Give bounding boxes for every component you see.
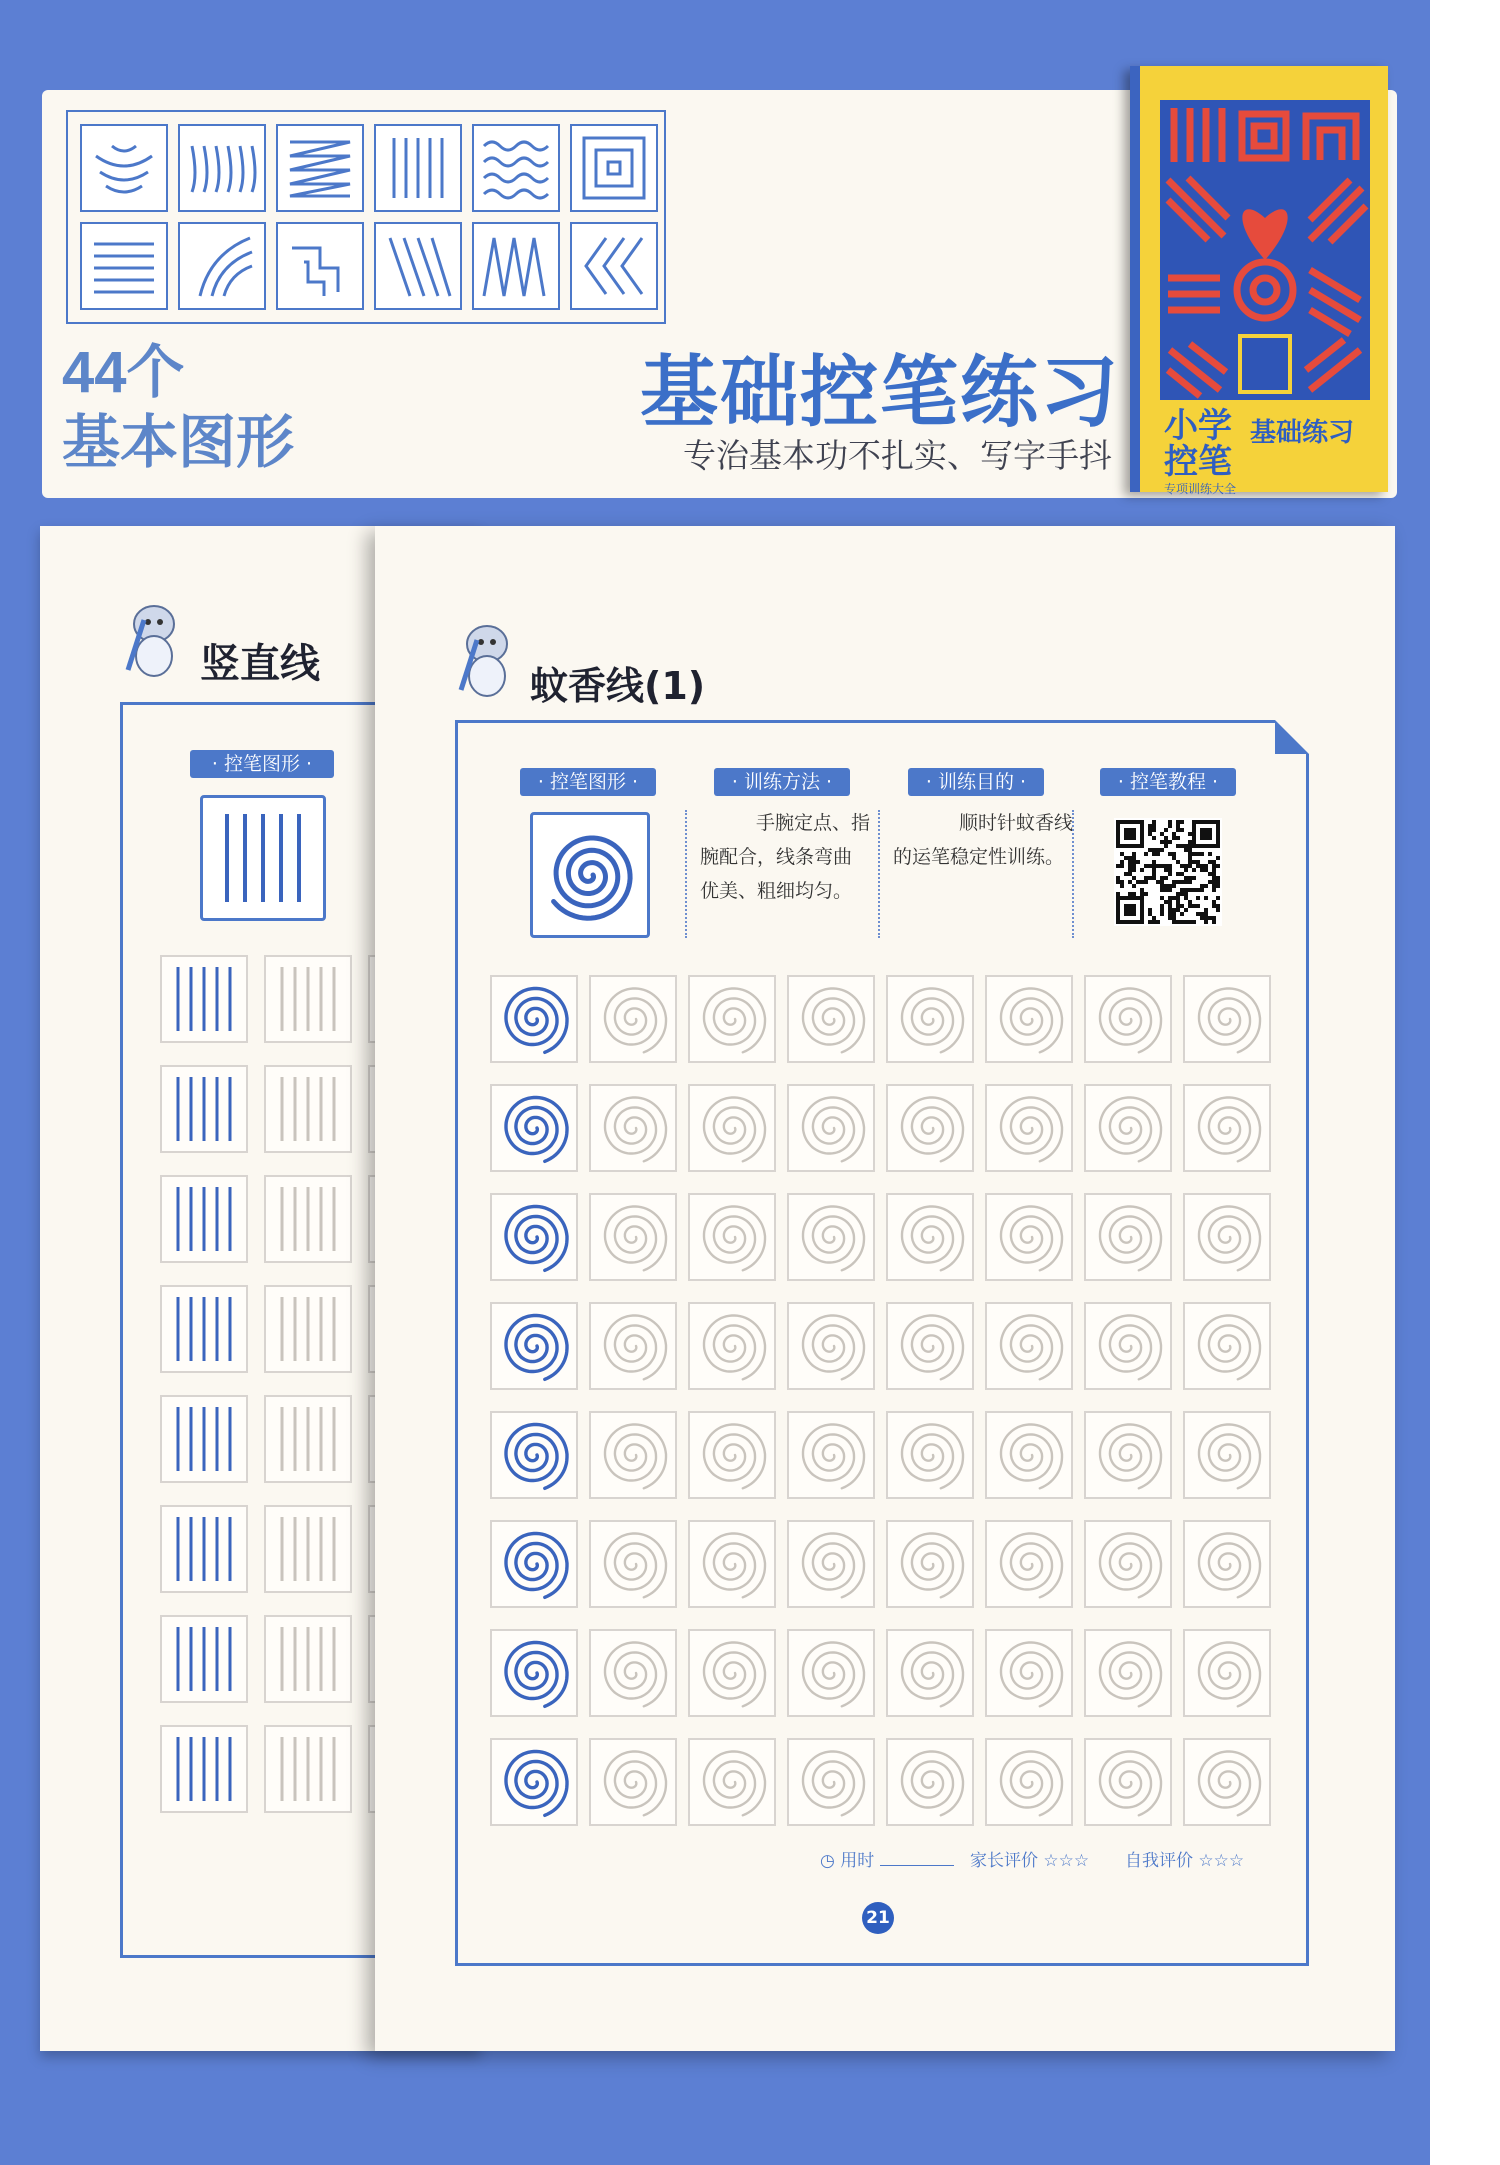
time-blank[interactable] [880, 1865, 954, 1866]
vertical-lines-icon [266, 1397, 350, 1481]
practice-trace-cell[interactable] [886, 975, 974, 1063]
vertical-lines-icon [266, 1727, 350, 1811]
practice-trace-cell[interactable] [688, 1629, 776, 1717]
spiral-icon [789, 977, 873, 1061]
practice-trace-cell[interactable] [1084, 1193, 1172, 1281]
divider [685, 810, 687, 938]
practice-model-cell[interactable] [490, 1302, 578, 1390]
tutorial-qr-code[interactable] [1114, 818, 1222, 926]
practice-trace-cell[interactable] [1183, 1302, 1271, 1390]
banner-title: 基础控笔练习 [639, 348, 1120, 438]
star-rating-icon[interactable]: ☆☆☆ [1043, 1851, 1090, 1871]
shape-sample-icon [570, 124, 658, 212]
spiral-icon [492, 1195, 576, 1279]
practice-trace-cell[interactable] [886, 1411, 974, 1499]
vertical-lines-icon [162, 1617, 246, 1701]
book-cover-pattern [1160, 100, 1370, 400]
pill-tutorial: · 控笔教程 · [1100, 768, 1236, 796]
spiral-icon [492, 977, 576, 1061]
practice-trace-cell[interactable] [886, 1193, 974, 1281]
shape-icon-grid [66, 110, 666, 324]
spiral-icon [888, 1195, 972, 1279]
practice-trace-cell[interactable] [688, 1520, 776, 1608]
mascot-icon [455, 620, 513, 700]
practice-trace-cell[interactable] [1084, 1738, 1172, 1826]
practice-trace-cell[interactable] [886, 1629, 974, 1717]
practice-trace-cell[interactable] [589, 1302, 677, 1390]
practice-trace-cell[interactable] [985, 975, 1073, 1063]
back-trace-cell[interactable] [264, 1505, 352, 1593]
practice-trace-cell[interactable] [1084, 1411, 1172, 1499]
spiral-icon [789, 1086, 873, 1170]
spiral-icon [789, 1413, 873, 1497]
back-model-shape [200, 795, 326, 921]
shape-sample-icon [374, 222, 462, 310]
shape-sample-icon [570, 222, 658, 310]
spiral-icon [987, 977, 1071, 1061]
practice-trace-cell[interactable] [589, 1411, 677, 1499]
pill-method: · 训练方法 · [714, 768, 850, 796]
model-spiral-box [530, 812, 650, 938]
practice-model-cell[interactable] [490, 1084, 578, 1172]
shape-count-label: 基本图形 [62, 410, 295, 475]
practice-trace-cell[interactable] [886, 1520, 974, 1608]
spiral-icon [987, 1740, 1071, 1824]
shape-sample-icon [178, 222, 266, 310]
footer-time: ◷ 用时 [820, 1846, 954, 1871]
practice-trace-cell[interactable] [886, 1738, 974, 1826]
shape-sample-icon [80, 124, 168, 212]
practice-trace-cell[interactable] [688, 1302, 776, 1390]
back-trace-cell[interactable] [264, 1065, 352, 1153]
practice-trace-cell[interactable] [1084, 1302, 1172, 1390]
back-trace-cell[interactable] [264, 1395, 352, 1483]
practice-trace-cell[interactable] [1183, 975, 1271, 1063]
practice-trace-cell[interactable] [1183, 1193, 1271, 1281]
practice-trace-cell[interactable] [787, 975, 875, 1063]
spiral-icon [1086, 1522, 1170, 1606]
practice-trace-cell[interactable] [1084, 1084, 1172, 1172]
spiral-icon [690, 1522, 774, 1606]
spiral-icon [888, 1740, 972, 1824]
back-model-cell[interactable] [160, 955, 248, 1043]
vertical-lines-icon [266, 1067, 350, 1151]
vertical-lines-icon [162, 1397, 246, 1481]
purpose-text: 顺时针蚊香线 的运笔稳定性训练。 [893, 812, 1073, 868]
method-text: 手腕定点、指 腕配合，线条弯曲 优美、粗细均匀。 [700, 812, 870, 902]
spiral-icon [690, 1631, 774, 1715]
spiral-icon [888, 1522, 972, 1606]
practice-trace-cell[interactable] [787, 1084, 875, 1172]
vertical-lines-icon [162, 1067, 246, 1151]
back-model-cell[interactable] [160, 1395, 248, 1483]
practice-trace-cell[interactable] [589, 1520, 677, 1608]
practice-trace-cell[interactable] [1084, 1520, 1172, 1608]
practice-trace-cell[interactable] [589, 1084, 677, 1172]
back-trace-cell[interactable] [264, 955, 352, 1043]
practice-trace-cell[interactable] [985, 1193, 1073, 1281]
spiral-icon [888, 1631, 972, 1715]
practice-model-cell[interactable] [490, 1520, 578, 1608]
spiral-icon [690, 1195, 774, 1279]
back-pill-shape: · 控笔图形 · [190, 750, 334, 778]
spiral-icon [888, 1086, 972, 1170]
practice-trace-cell[interactable] [787, 1520, 875, 1608]
vertical-lines-icon [162, 957, 246, 1041]
practice-trace-cell[interactable] [1183, 1084, 1271, 1172]
practice-model-cell[interactable] [490, 1193, 578, 1281]
book-cover [1130, 66, 1388, 496]
spiral-icon [1185, 1740, 1269, 1824]
page-number: 21 [862, 1902, 894, 1934]
banner-subtitle: 专治基本功不扎实、写字手抖 [683, 436, 1112, 475]
practice-trace-cell[interactable] [1084, 1629, 1172, 1717]
shape-sample-icon [472, 222, 560, 310]
divider [878, 810, 880, 938]
spiral-icon [1086, 1740, 1170, 1824]
front-section-title: 蚊香线(1) [530, 664, 706, 708]
spiral-icon [1185, 1195, 1269, 1279]
practice-trace-cell[interactable] [787, 1193, 875, 1281]
back-section-title: 竖直线 [200, 641, 320, 687]
spiral-icon [888, 977, 972, 1061]
vertical-lines-icon [162, 1177, 246, 1261]
practice-trace-cell[interactable] [886, 1302, 974, 1390]
spiral-icon [987, 1413, 1071, 1497]
clock-icon: ◷ [820, 1851, 835, 1871]
practice-trace-cell[interactable] [886, 1084, 974, 1172]
vertical-lines-icon [266, 1287, 350, 1371]
back-trace-cell[interactable] [264, 1285, 352, 1373]
practice-trace-cell[interactable] [985, 1411, 1073, 1499]
practice-trace-cell[interactable] [688, 1738, 776, 1826]
back-trace-cell[interactable] [264, 1725, 352, 1813]
practice-trace-cell[interactable] [985, 1738, 1073, 1826]
practice-trace-cell[interactable] [1183, 1411, 1271, 1499]
spiral-icon [789, 1195, 873, 1279]
spiral-icon [690, 1740, 774, 1824]
vertical-lines-icon [162, 1507, 246, 1591]
practice-trace-cell[interactable] [985, 1302, 1073, 1390]
shape-sample-icon [178, 124, 266, 212]
practice-trace-cell[interactable] [985, 1084, 1073, 1172]
vertical-lines-icon [162, 1287, 246, 1371]
practice-trace-cell[interactable] [688, 975, 776, 1063]
star-rating-icon[interactable]: ☆☆☆ [1198, 1851, 1245, 1871]
shape-sample-icon [472, 124, 560, 212]
vertical-lines-icon [203, 798, 323, 918]
spiral-icon [690, 1413, 774, 1497]
spiral-icon [591, 1304, 675, 1388]
practice-trace-cell[interactable] [787, 1629, 875, 1717]
spiral-icon [888, 1413, 972, 1497]
shape-count: 44个 [62, 340, 185, 405]
book-title-main: 小学 控笔 [1164, 406, 1232, 482]
spiral-icon [1185, 1086, 1269, 1170]
practice-trace-cell[interactable] [985, 1520, 1073, 1608]
vertical-lines-icon [162, 1727, 246, 1811]
back-model-cell[interactable] [160, 1615, 248, 1703]
spiral-icon [1086, 1304, 1170, 1388]
spiral-icon [1185, 977, 1269, 1061]
spiral-icon [492, 1086, 576, 1170]
spiral-icon [591, 977, 675, 1061]
spiral-icon [591, 1522, 675, 1606]
spiral-icon [987, 1631, 1071, 1715]
spiral-icon [690, 977, 774, 1061]
vertical-lines-icon [266, 957, 350, 1041]
back-trace-cell[interactable] [264, 1615, 352, 1703]
practice-trace-cell[interactable] [1183, 1520, 1271, 1608]
spiral-icon [789, 1631, 873, 1715]
spiral-icon [1086, 1195, 1170, 1279]
practice-model-cell[interactable] [490, 1738, 578, 1826]
spiral-icon [987, 1086, 1071, 1170]
spiral-icon [591, 1413, 675, 1497]
shape-sample-icon [276, 222, 364, 310]
spiral-icon [492, 1631, 576, 1715]
spiral-icon [591, 1631, 675, 1715]
book-series: 专项训练大全 [1164, 482, 1237, 496]
pill-shape: · 控笔图形 · [520, 768, 656, 796]
spiral-icon [1086, 1086, 1170, 1170]
spiral-icon [591, 1740, 675, 1824]
practice-model-cell[interactable] [490, 1411, 578, 1499]
spiral-icon [591, 1195, 675, 1279]
spiral-icon [1185, 1413, 1269, 1497]
practice-trace-cell[interactable] [787, 1738, 875, 1826]
practice-model-cell[interactable] [490, 975, 578, 1063]
spiral-icon [987, 1522, 1071, 1606]
spiral-icon [492, 1740, 576, 1824]
spiral-icon [789, 1740, 873, 1824]
practice-trace-cell[interactable] [688, 1193, 776, 1281]
spiral-icon [492, 1413, 576, 1497]
spiral-icon [1086, 977, 1170, 1061]
spiral-icon [690, 1086, 774, 1170]
pill-purpose: · 训练目的 · [908, 768, 1044, 796]
spiral-icon [1185, 1631, 1269, 1715]
vertical-lines-icon [266, 1507, 350, 1591]
practice-trace-cell[interactable] [589, 975, 677, 1063]
shape-sample-icon [80, 222, 168, 310]
spiral-icon [1086, 1413, 1170, 1497]
back-trace-cell[interactable] [264, 1175, 352, 1263]
vertical-lines-icon [266, 1177, 350, 1261]
back-model-cell[interactable] [160, 1175, 248, 1263]
practice-trace-cell[interactable] [1183, 1738, 1271, 1826]
back-model-cell[interactable] [160, 1725, 248, 1813]
footer-self-rating: 自我评价 ☆☆☆ [1125, 1851, 1245, 1871]
spiral-icon [591, 1086, 675, 1170]
back-model-cell[interactable] [160, 1065, 248, 1153]
spiral-icon [987, 1304, 1071, 1388]
practice-trace-cell[interactable] [589, 1629, 677, 1717]
shape-sample-icon [374, 124, 462, 212]
spiral-icon [1086, 1631, 1170, 1715]
spiral-icon [1185, 1522, 1269, 1606]
practice-trace-cell[interactable] [787, 1302, 875, 1390]
spiral-icon [888, 1304, 972, 1388]
spiral-icon [690, 1304, 774, 1388]
spiral-icon [533, 815, 647, 935]
shape-sample-icon [276, 124, 364, 212]
spiral-icon [492, 1522, 576, 1606]
practice-trace-cell[interactable] [688, 1084, 776, 1172]
practice-trace-cell[interactable] [1084, 975, 1172, 1063]
practice-trace-cell[interactable] [688, 1411, 776, 1499]
spiral-icon [492, 1304, 576, 1388]
vertical-lines-icon [266, 1617, 350, 1701]
spiral-icon [1185, 1304, 1269, 1388]
spiral-icon [789, 1304, 873, 1388]
practice-trace-cell[interactable] [589, 1193, 677, 1281]
shape-count-heading [62, 338, 294, 478]
spiral-icon [987, 1195, 1071, 1279]
back-model-cell[interactable] [160, 1285, 248, 1373]
practice-model-cell[interactable] [490, 1629, 578, 1717]
practice-trace-cell[interactable] [589, 1738, 677, 1826]
practice-trace-cell[interactable] [787, 1411, 875, 1499]
practice-trace-cell[interactable] [985, 1629, 1073, 1717]
spiral-icon [789, 1522, 873, 1606]
practice-trace-cell[interactable] [1183, 1629, 1271, 1717]
footer-parent-rating: 家长评价 ☆☆☆ [970, 1851, 1090, 1871]
back-model-cell[interactable] [160, 1505, 248, 1593]
book-title-right: 基础练习 [1250, 418, 1355, 448]
mascot-icon [122, 600, 180, 680]
divider [1072, 810, 1074, 938]
